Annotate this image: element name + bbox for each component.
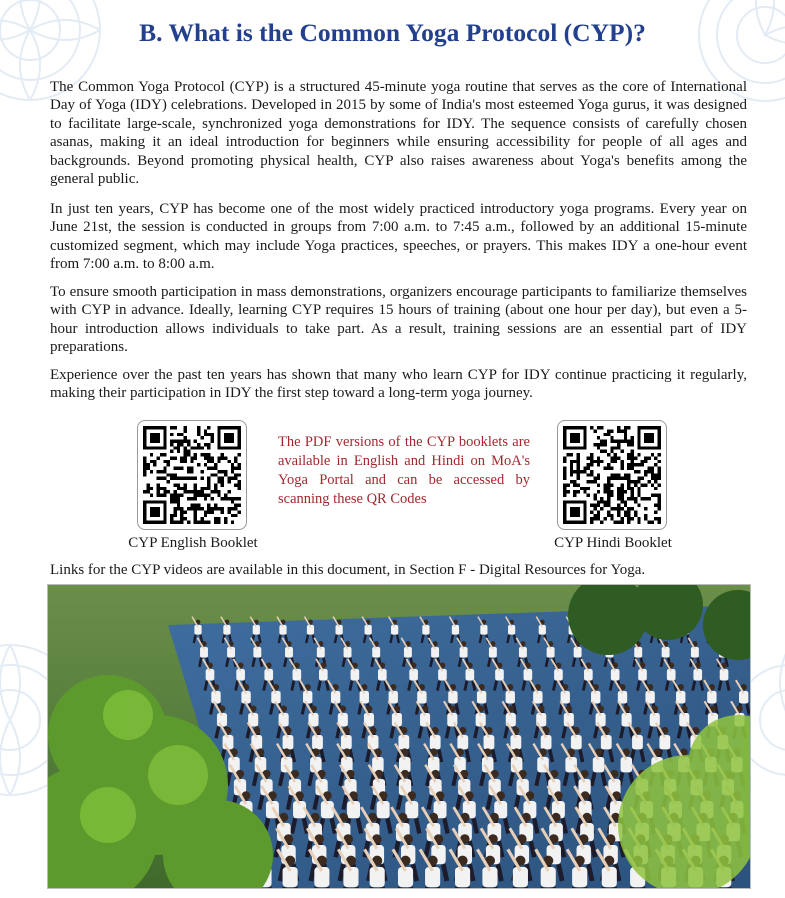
qr-caption-hindi: CYP Hindi Booklet [554,535,672,551]
page-title: B. What is the Common Yoga Protocol (CYP)? [139,18,646,47]
paragraph-experience: Experience over the past ten years has shown that many who learn CYP for IDY continue practicing it regularly, making their participation in IDY the first step toward a long-term yoga journey. [50,367,747,402]
qr-caption-english: CYP English Booklet [128,535,258,551]
paragraph-intro: The Common Yoga Protocol (CYP) is a structured 45-minute yoga routine that serves as the core of International Day of Yoga (IDY) celebrations. Developed in 2015 by some of India's most esteemed Yoga gurus, it was designed to facilitate large-scale, synchronized yoga demonstrations for IDY. The sequence consists of carefully chosen asanas, making it an ideal introduction for beginners while ensuring accessibility for people of all ages and backgrounds. Beyond promoting physical health, CYP also raises awareness about Yoga's benefits among the general public. [50,79,747,188]
qr-note: The PDF versions of the CYP booklets are available in English and Hindi on MoA's Yoga Portal and can be accessed by scanning these QR Codes [278,434,530,507]
paragraph-history: In just ten years, CYP has become one of the most widely practiced introductory yoga programs. Every year on June 21st, the session is conducted in groups from 7:00 a.m. to 7:45 a.m., followed by an additional 15-minute customized segment, which may include Yoga practices, speeches, or prayers. This makes IDY a one-hour event from 7:00 a.m. to 8:00 a.m. [50,201,747,273]
qr-code-english[interactable] [137,420,247,530]
yoga-demonstration-photo [47,584,751,889]
paragraph-training: To ensure smooth participation in mass demonstrations, organizers encourage participants to familiarize themselves with CYP in advance. Ideally, learning CYP requires 15 hours of training (about one hour per day), but even a 5-hour introduction allows individuals to take part. As a result, training sessions are an essential part of IDY preparations. [50,284,747,356]
links-note: Links for the CYP videos are available in this document, in Section F - Digital Resources for Yoga. [50,562,646,578]
qr-code-hindi[interactable] [557,420,667,530]
